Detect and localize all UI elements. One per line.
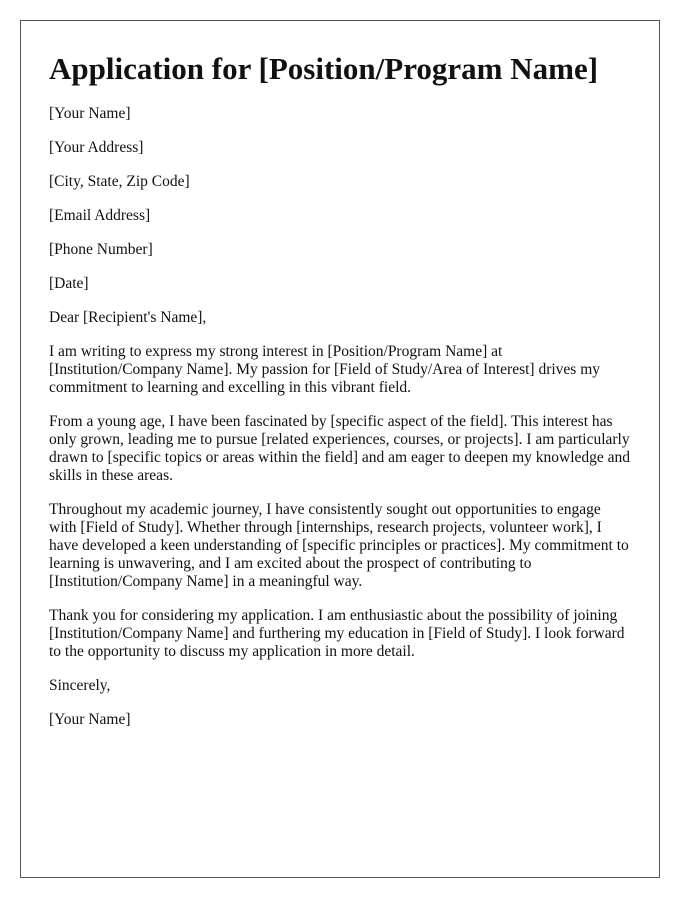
body-paragraph-intro: I am writing to express my strong interest in [Position/Program Name] at [Institution/Company Name]. My passion for [Field of Study/Area of Interest] drives my commitment to learning and excelling in this vibrant field. — [49, 343, 601, 396]
sender-phone: [Phone Number] — [49, 241, 153, 258]
signature-name: [Your Name] — [49, 711, 131, 728]
letter-date: [Date] — [49, 275, 89, 292]
body-paragraph-interest: From a young age, I have been fascinated by [specific aspect of the field]. This interest has only grown, leading me to pursue [related experiences, courses, or projects]. I am particularly drawn to [specific topics or areas within the field] and am eager to deepen my knowledge and skills in these areas. — [49, 413, 631, 484]
salutation: Dear [Recipient's Name], — [49, 309, 207, 326]
letter-page — [20, 20, 660, 878]
sender-name: [Your Name] — [49, 105, 131, 122]
closing: Sincerely, — [49, 677, 111, 694]
body-paragraph-thanks: Thank you for considering my application. I am enthusiastic about the possibility of joining [Institution/Company Name] and furthering my education in [Field of Study]. I look forward to the opportunity to discuss my application in more detail. — [49, 607, 625, 660]
sender-city-state-zip: [City, State, Zip Code] — [49, 173, 190, 190]
letter-title: Application for [Position/Program Name] — [49, 51, 599, 86]
sender-address: [Your Address] — [49, 139, 144, 156]
sender-email: [Email Address] — [49, 207, 151, 224]
body-paragraph-experience: Throughout my academic journey, I have consistently sought out opportunities to engage with [Field of Study]. Whether through [internships, research projects, volunteer work], I have developed a keen understanding of [specific principles or practices]. My commitment to learning is unwavering, and I am excited about the prospect of contributing to [Institution/Company Name] in a meaningful way. — [49, 501, 629, 590]
